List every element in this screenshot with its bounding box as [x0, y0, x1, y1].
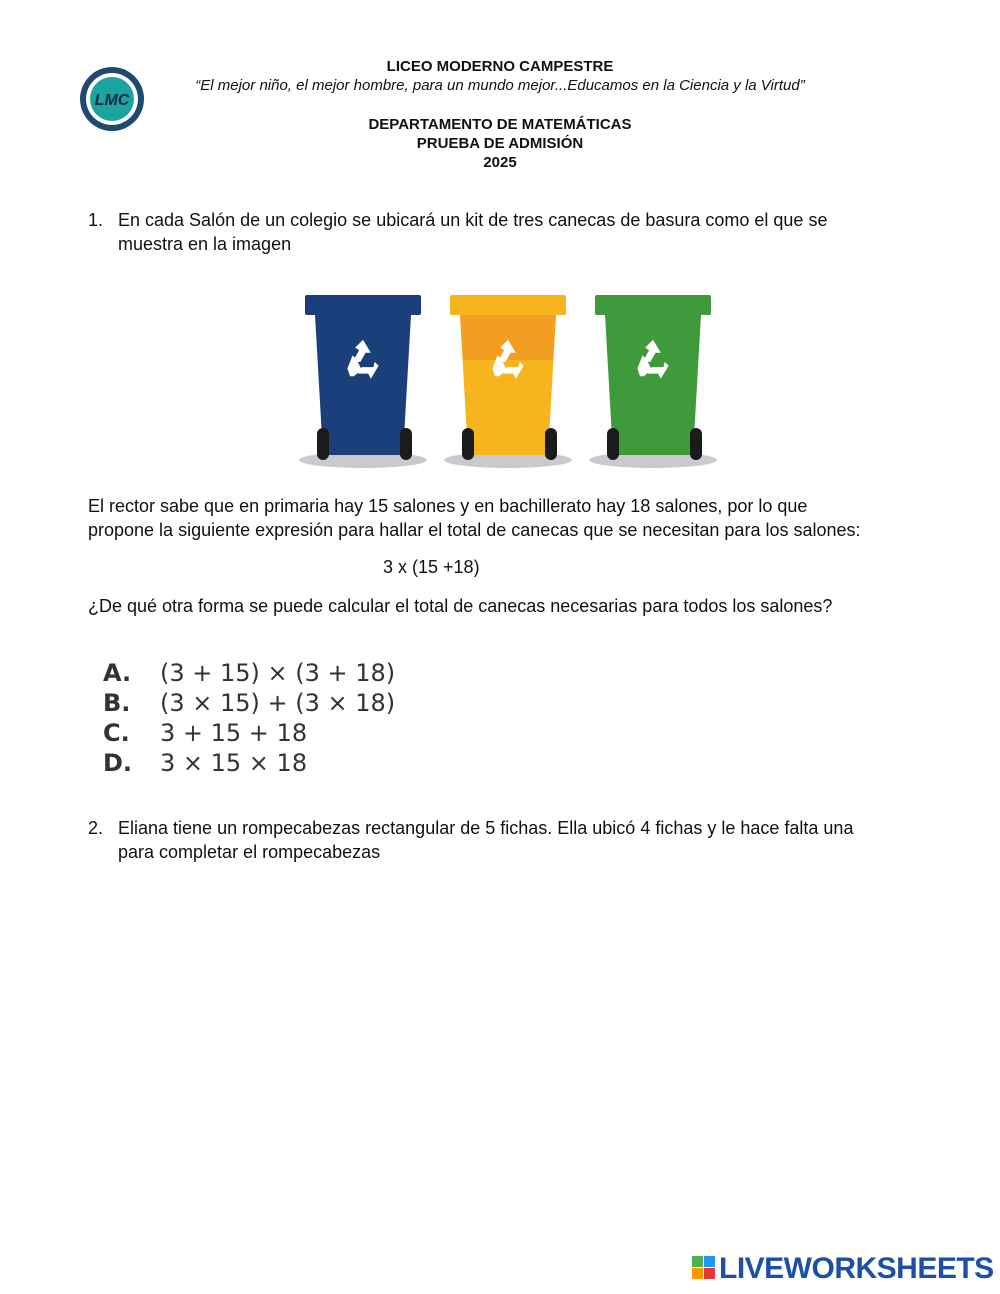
question-1-context: [88, 494, 948, 542]
option-b[interactable]: [103, 688, 395, 718]
question-1: [88, 208, 938, 256]
option-a[interactable]: [103, 658, 395, 688]
expression: 3 x (15 +18): [383, 557, 480, 577]
bin-yellow: [444, 295, 572, 468]
question-1-prompt: ¿De qué otra forma se puede calcular el total de canecas necesarias para todos los salones?: [88, 596, 833, 616]
option-c[interactable]: [103, 718, 395, 748]
context-line-1: El rector sabe que en primaria hay 15 salones y en bachillerato hay 18 salones, por lo que: [88, 496, 808, 516]
question-2: [88, 816, 938, 864]
question-2-number: 2.: [88, 818, 104, 838]
option-letter: A.: [103, 659, 132, 687]
option-letter: D.: [103, 749, 133, 777]
department-title: DEPARTAMENTO DE MATEMÁTICAS: [368, 116, 632, 133]
document-heading: [0, 115, 1000, 172]
question-1-line-2: muestra en la imagen: [118, 234, 292, 254]
option-text: 3 × 15 × 18: [160, 749, 308, 777]
recycling-bins-image: [295, 290, 725, 475]
answer-options: [103, 658, 395, 778]
option-text: (3 + 15) × (3 + 18): [160, 659, 396, 687]
school-motto: “El mejor niño, el mejor hombre, para un mundo mejor...Educamos en la Ciencia y la Virtud”: [195, 77, 805, 94]
bin-green: [589, 295, 717, 468]
liveworksheets-logo-icon: [692, 1256, 716, 1282]
logo-text: LMC: [94, 92, 130, 109]
question-1-number: 1.: [88, 210, 104, 230]
test-year: 2025: [483, 154, 517, 171]
context-line-2: propone la siguiente expresión para hallar el total de canecas que se necesitan para los salones:: [88, 520, 861, 540]
option-letter: C.: [103, 719, 130, 747]
test-title: PRUEBA DE ADMISIÓN: [416, 135, 584, 152]
option-text: 3 + 15 + 18: [160, 719, 308, 747]
brand-name: LIVEWORKSHEETS: [719, 1252, 994, 1285]
question-2-line-2: para completar el rompecabezas: [118, 842, 381, 862]
school-name: LICEO MODERNO CAMPESTRE: [386, 58, 614, 75]
question-2-line-1: Eliana tiene un rompecabezas rectangular de 5 fichas. Ella ubicó 4 fichas y le hace falta una: [118, 818, 854, 838]
option-text: (3 × 15) + (3 × 18): [160, 689, 396, 717]
bin-blue: [299, 295, 427, 468]
option-letter: B.: [103, 689, 131, 717]
option-d[interactable]: [103, 748, 395, 778]
question-1-line-1: En cada Salón de un colegio se ubicará un kit de tres canecas de basura como el que se: [118, 210, 828, 230]
